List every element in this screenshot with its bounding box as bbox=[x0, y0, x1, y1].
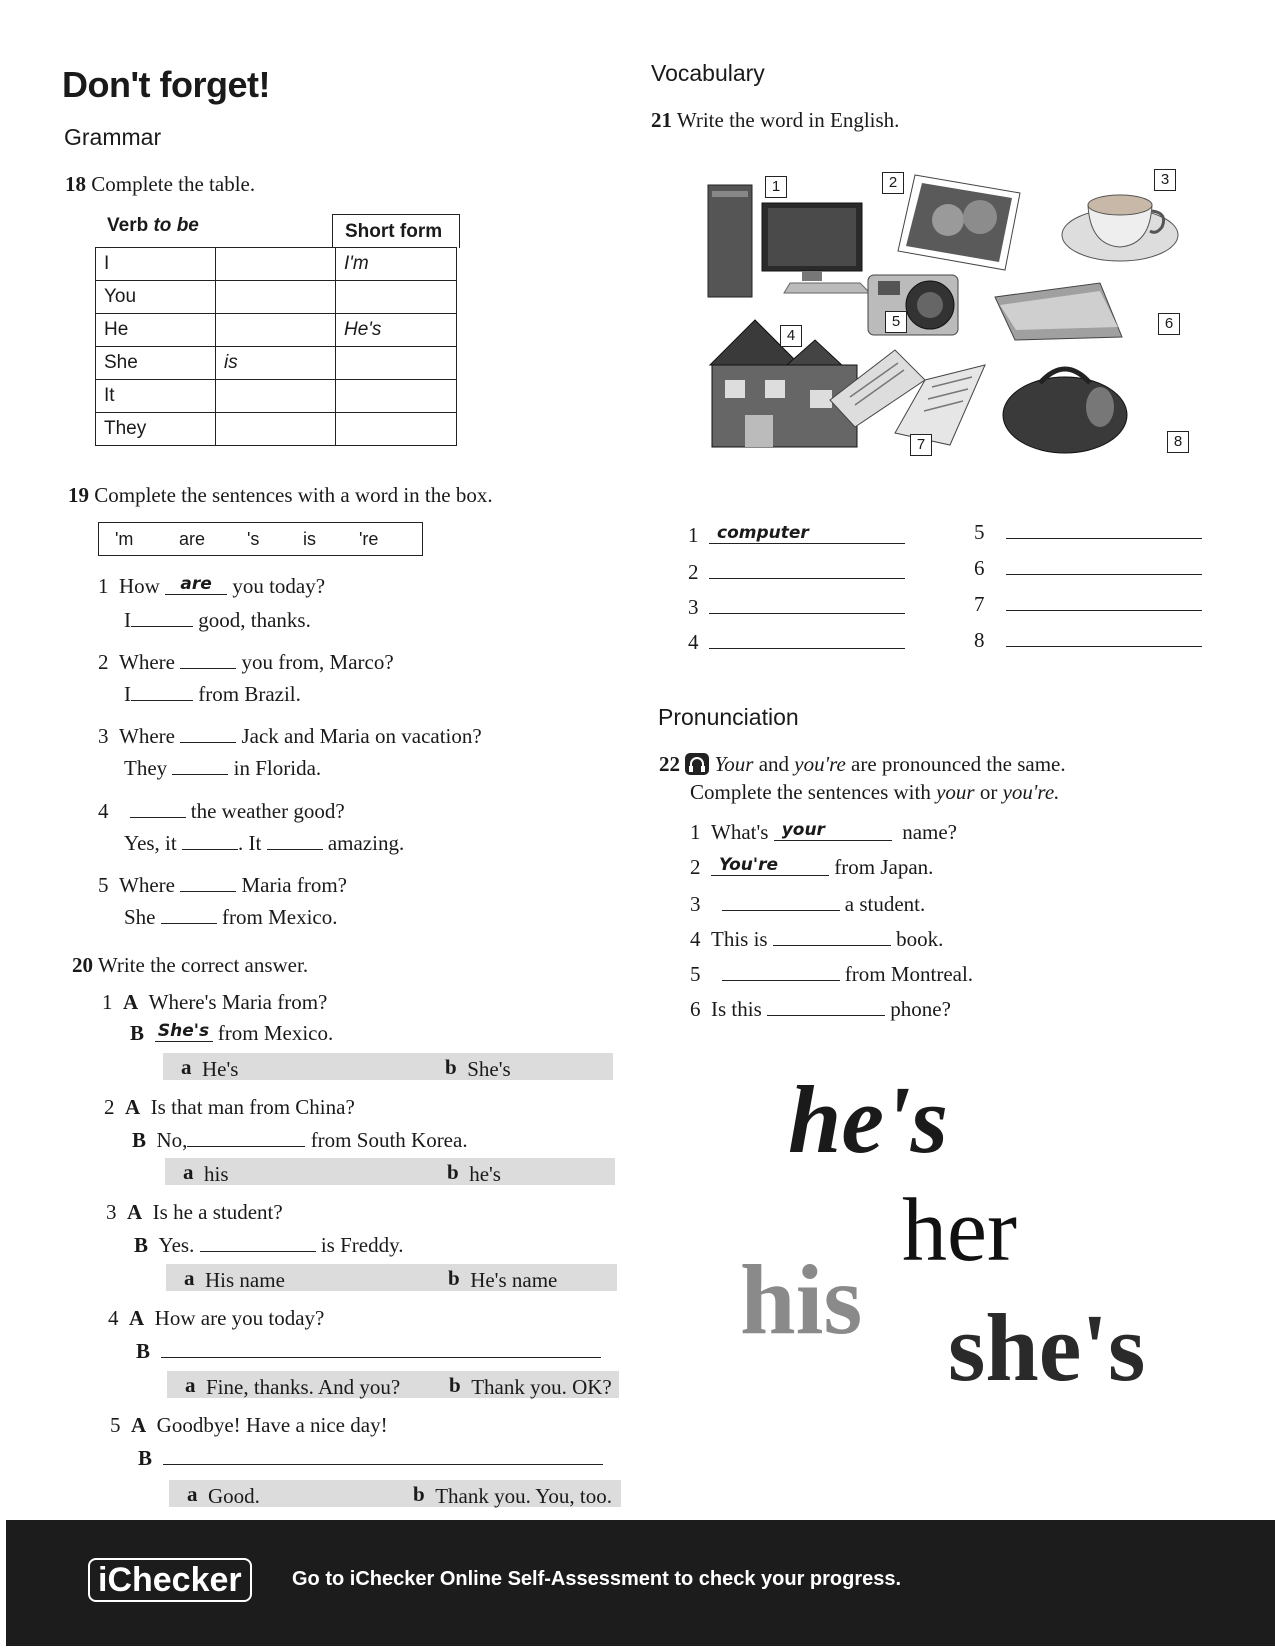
q20-options-1 bbox=[163, 1053, 613, 1080]
q20-instruction: 20 Write the correct answer. bbox=[72, 953, 309, 977]
answer-blank[interactable] bbox=[172, 754, 228, 775]
vocab-answer-7: 7 bbox=[974, 590, 1202, 617]
answer-blank[interactable] bbox=[709, 558, 905, 579]
answer-blank[interactable] bbox=[709, 628, 905, 649]
answer-blank[interactable]: You're bbox=[711, 855, 829, 876]
verb-table bbox=[95, 247, 457, 446]
answer-blank[interactable] bbox=[709, 593, 905, 614]
vocab-answer-1: 1 computer bbox=[688, 523, 905, 548]
vocab-answer-8: 8 bbox=[974, 626, 1202, 653]
q19-item-5b: She from Mexico. bbox=[124, 905, 338, 929]
q20-item-1b: B She's from Mexico. bbox=[130, 1021, 334, 1045]
vocab-answer-6: 6 bbox=[974, 554, 1202, 581]
q20-item-3b: B Yes. is Freddy. bbox=[134, 1233, 404, 1257]
answer-blank[interactable]: your bbox=[774, 820, 892, 841]
table-row: You bbox=[96, 281, 457, 314]
option-b[interactable]: b Thank you. OK? bbox=[449, 1373, 612, 1399]
table-row: It bbox=[96, 380, 457, 413]
q20-options-3 bbox=[166, 1264, 617, 1291]
q20-item-4a: 4 A How are you today? bbox=[108, 1306, 325, 1330]
option-a[interactable]: a Fine, thanks. And you? bbox=[185, 1373, 401, 1399]
table-row: He He's bbox=[96, 314, 457, 347]
footer-bar bbox=[6, 1520, 1275, 1646]
answer-blank[interactable] bbox=[267, 829, 323, 850]
vocabulary-pictures bbox=[690, 165, 1190, 483]
camera-picture bbox=[868, 275, 958, 335]
option-a[interactable]: a His name bbox=[184, 1266, 285, 1292]
table-row: I I'm bbox=[96, 248, 457, 281]
picture-number: 2 bbox=[882, 172, 904, 194]
q22-item-2: 2 You're from Japan. bbox=[690, 855, 934, 879]
q22-item-1: 1 What's your name? bbox=[690, 820, 957, 844]
q19-item-2b: I from Brazil. bbox=[124, 682, 301, 706]
vocab-answer-4: 4 bbox=[688, 628, 905, 655]
option-a[interactable]: a He's bbox=[181, 1055, 239, 1081]
q20-options-5 bbox=[169, 1480, 621, 1507]
q19-item-2a: 2 Where you from, Marco? bbox=[98, 650, 394, 674]
answer-blank[interactable]: She's bbox=[155, 1021, 213, 1042]
q19-item-1b: I good, thanks. bbox=[124, 608, 311, 632]
computer-picture bbox=[708, 185, 870, 297]
answer-blank[interactable] bbox=[767, 995, 885, 1016]
picture-number: 6 bbox=[1158, 313, 1180, 335]
cup-picture bbox=[1062, 195, 1178, 261]
q20-item-2a: 2 A Is that man from China? bbox=[104, 1095, 355, 1119]
table-row: She is bbox=[96, 347, 457, 380]
pronunciation-heading: Pronunciation bbox=[658, 704, 799, 730]
q22-instruction-2: Complete the sentences with your or you're. bbox=[690, 780, 1060, 804]
answer-blank[interactable]: are bbox=[165, 574, 227, 595]
page-title: Don't forget! bbox=[62, 64, 271, 105]
q21-instruction: 21 Write the word in English. bbox=[651, 108, 900, 132]
q22-item-3: 3 a student. bbox=[690, 892, 926, 916]
q20-item-4b: B bbox=[136, 1337, 601, 1364]
option-a[interactable]: a his bbox=[183, 1160, 229, 1186]
option-b[interactable]: b He's name bbox=[448, 1266, 558, 1292]
q20-item-5b: B bbox=[138, 1444, 603, 1471]
answer-blank[interactable] bbox=[1006, 626, 1202, 647]
word-art-shes: she's bbox=[948, 1294, 1146, 1401]
q20-options-4 bbox=[167, 1371, 619, 1398]
photo-picture bbox=[898, 175, 1020, 270]
answer-blank[interactable] bbox=[161, 903, 217, 924]
sandwich-picture bbox=[995, 283, 1122, 340]
q20-item-1a: 1 A Where's Maria from? bbox=[102, 990, 328, 1014]
q22-item-6: 6 Is this phone? bbox=[690, 997, 951, 1021]
vocabulary-heading: Vocabulary bbox=[651, 60, 765, 86]
option-b[interactable]: b he's bbox=[447, 1160, 501, 1186]
q19-item-5a: 5 Where Maria from? bbox=[98, 873, 348, 897]
answer-blank[interactable] bbox=[182, 829, 238, 850]
q19-item-1a: 1 How are you today? bbox=[98, 574, 326, 598]
q20-item-3a: 3 A Is he a student? bbox=[106, 1200, 283, 1224]
vocab-answer-5: 5 bbox=[974, 518, 1202, 545]
q19-instruction: 19 Complete the sentences with a word in the box. bbox=[68, 483, 493, 507]
word-art-her: her bbox=[902, 1181, 1017, 1280]
q20-item-5a: 5 A Goodbye! Have a nice day! bbox=[110, 1413, 388, 1437]
answer-line[interactable] bbox=[161, 1337, 601, 1358]
answer-blank[interactable]: computer bbox=[709, 523, 905, 544]
q18-instruction: 18 Complete the table. bbox=[65, 172, 256, 196]
table-verb-header: Verb to be bbox=[107, 215, 199, 236]
picture-number: 5 bbox=[885, 311, 907, 333]
answer-blank[interactable] bbox=[131, 606, 193, 627]
answer-blank[interactable] bbox=[130, 797, 186, 818]
picture-number: 8 bbox=[1167, 431, 1189, 453]
table-short-header: Short form bbox=[332, 214, 460, 248]
answer-blank[interactable] bbox=[773, 925, 891, 946]
q22-item-4: 4 This is book. bbox=[690, 927, 944, 951]
answer-blank[interactable] bbox=[180, 722, 236, 743]
option-b[interactable]: b She's bbox=[445, 1055, 511, 1081]
q22-instruction-1: 22 Your and you're are pronounced the same. bbox=[659, 752, 1066, 776]
answer-blank[interactable] bbox=[180, 648, 236, 669]
vocab-answer-2: 2 bbox=[688, 558, 905, 585]
answer-blank[interactable] bbox=[187, 1126, 305, 1147]
table-row: They bbox=[96, 413, 457, 446]
word-art-his: his bbox=[740, 1244, 863, 1355]
option-a[interactable]: a Good. bbox=[187, 1482, 260, 1508]
q22-item-5: 5 from Montreal. bbox=[690, 962, 974, 986]
option-b[interactable]: b Thank you. You, too. bbox=[413, 1482, 612, 1508]
picture-number: 1 bbox=[765, 176, 787, 198]
q20-item-2b: B No, from South Korea. bbox=[132, 1128, 468, 1152]
answer-blank[interactable] bbox=[1006, 518, 1202, 539]
answer-blank[interactable] bbox=[722, 960, 840, 981]
vocab-answer-3: 3 bbox=[688, 593, 905, 620]
headphones-icon bbox=[685, 753, 709, 775]
answer-blank[interactable] bbox=[180, 871, 236, 892]
q19-item-4a: 4 the weather good? bbox=[98, 799, 345, 823]
answer-blank[interactable] bbox=[1006, 590, 1202, 611]
picture-number: 3 bbox=[1154, 169, 1176, 191]
picture-number: 7 bbox=[910, 434, 932, 456]
grammar-heading: Grammar bbox=[64, 124, 162, 150]
bag-picture bbox=[1003, 369, 1127, 453]
ichecker-logo: iChecker bbox=[88, 1558, 252, 1602]
word-art-hes: he's bbox=[788, 1066, 949, 1173]
answer-blank[interactable] bbox=[200, 1231, 316, 1252]
q19-item-3a: 3 Where Jack and Maria on vacation? bbox=[98, 724, 482, 748]
answer-blank[interactable] bbox=[131, 680, 193, 701]
q20-options-2 bbox=[165, 1158, 615, 1185]
q19-item-4b: Yes, it . It amazing. bbox=[124, 831, 405, 855]
answer-blank[interactable] bbox=[722, 890, 840, 911]
q19-item-3b: They in Florida. bbox=[124, 756, 322, 780]
picture-number: 4 bbox=[780, 325, 802, 347]
footer-text: Go to iChecker Online Self-Assessment to check your progress. bbox=[292, 1568, 902, 1590]
answer-line[interactable] bbox=[163, 1444, 603, 1465]
word-box: 'm are 's is 're bbox=[98, 522, 423, 556]
answer-blank[interactable] bbox=[1006, 554, 1202, 575]
